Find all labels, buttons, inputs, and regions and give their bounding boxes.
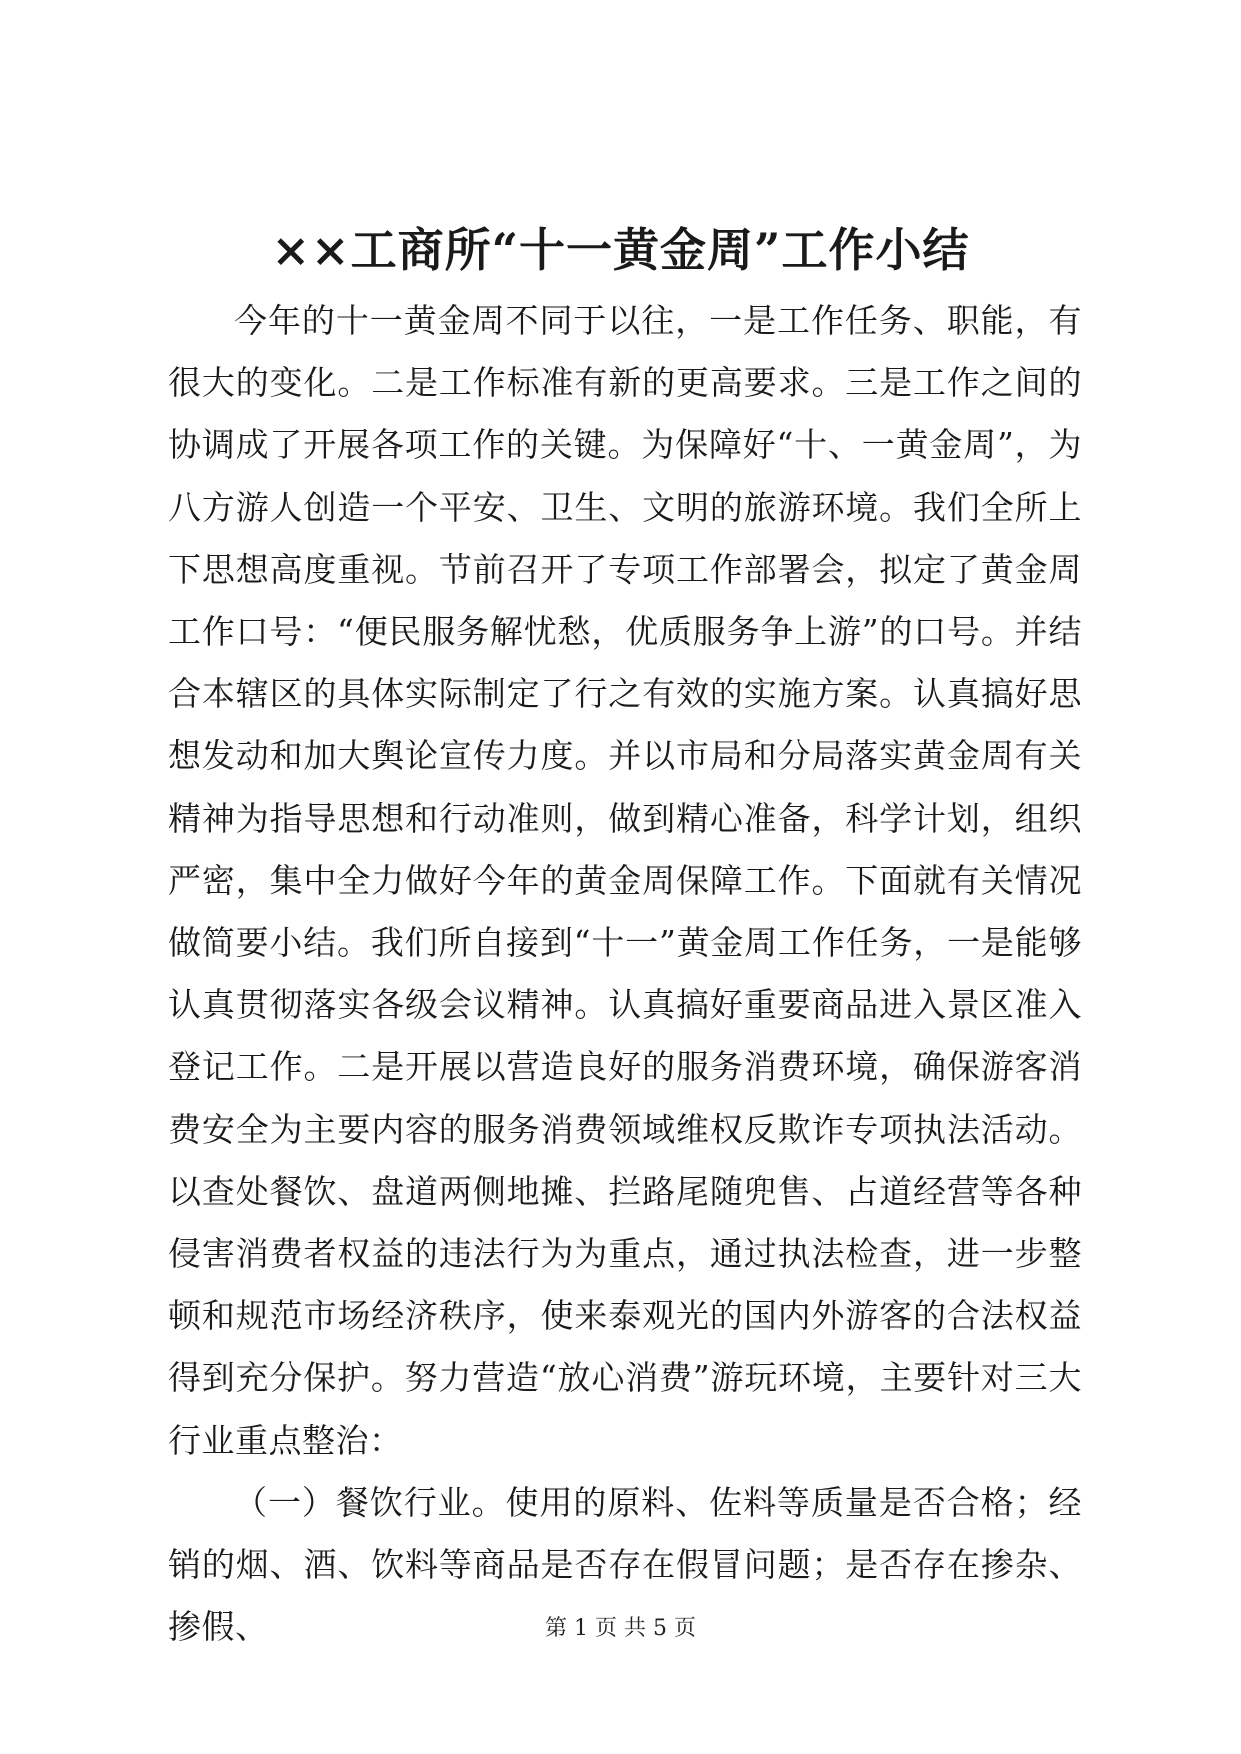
document-body (168, 290, 1082, 1658)
paragraph-catering: （一）餐饮行业。使用的原料、佐料等质量是否合格；经销的烟、酒、饮料等商品是否存在假冒问题；是否存在掺杂、掺假、 (168, 1482, 1082, 1647)
paragraph-intro: 今年的十一黄金周不同于以往，一是工作任务、职能，有很大的变化。二是工作标准有新的更高要求。三是工作之间的协调成了开展各项工作的关键。为保障好“十、一黄金周”，为八方游人创造一个平安、卫生、文明的旅游环境。我们全所上下思想高度重视。节前召开了专项工作部署会，拟定了黄金周工作口号：“便民服务解忧愁，优质服务争上游”的口号。并结合本辖区的具体实际制定了行之有效的实施方案。认真搞好思想发动和加大舆论宣传力度。并以市局和分局落实黄金周有关精神为指导思想和行动准则，做到精心准备，科学计划，组织严密，集中全力做好今年的黄金周保障工作。下面就有关情况做简要小结。我们所自接到“十一”黄金周工作任务，一是能够认真贯彻落实各级会议精神。认真搞好重要商品进入景区准入登记工作。二是开展以营造良好的服务消费环境，确保游客消费安全为主要内容的服务消费领域维权反欺诈专项执法活动。以查处餐饮、盘道两侧地摊、拦路尾随兜售、占道经营等各种侵害消费者权益的违法行为为重点，通过执法检查，进一步整顿和规范市场经济秩序，使来泰观光的国内外游客的合法权益得到充分保护。努力营造“放心消费”游玩环境，主要针对三大行业重点整治： (168, 301, 1082, 1460)
document-title: ××工商所“十一黄金周”工作小结 (271, 223, 970, 277)
page-footer: 第 1 页 共 5 页 (545, 1616, 696, 1641)
